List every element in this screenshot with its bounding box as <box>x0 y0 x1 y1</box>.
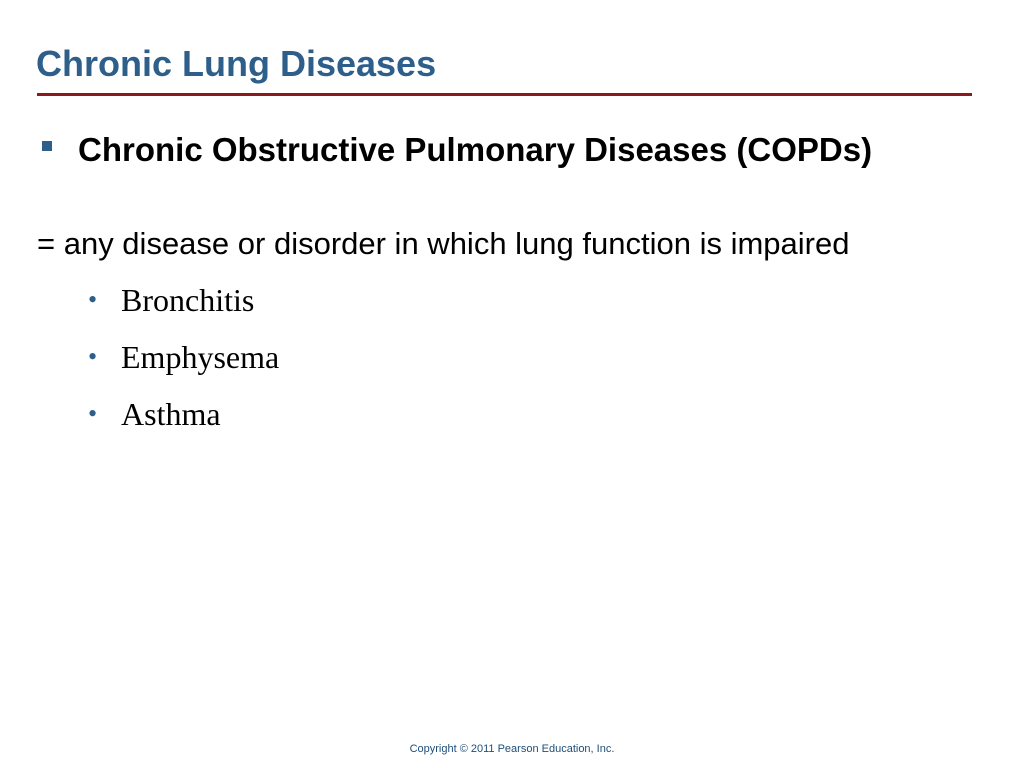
list-item-label: Emphysema <box>121 339 280 375</box>
round-bullet-icon: • <box>88 342 98 371</box>
round-bullet-icon: • <box>88 399 98 428</box>
round-bullet-icon: • <box>88 285 98 314</box>
slide-title: Chronic Lung Diseases <box>36 43 437 84</box>
copyright-footer: Copyright © 2011 Pearson Education, Inc. <box>409 743 615 755</box>
square-bullet-icon <box>42 141 52 151</box>
title-divider <box>37 93 972 96</box>
definition-text: = any disease or disorder in which lung function is impaired <box>37 226 850 261</box>
main-bullet-text: Chronic Obstructive Pulmonary Diseases (COPDs) <box>78 131 873 168</box>
list-item-label: Bronchitis <box>121 282 255 318</box>
list-item-label: Asthma <box>121 396 221 432</box>
